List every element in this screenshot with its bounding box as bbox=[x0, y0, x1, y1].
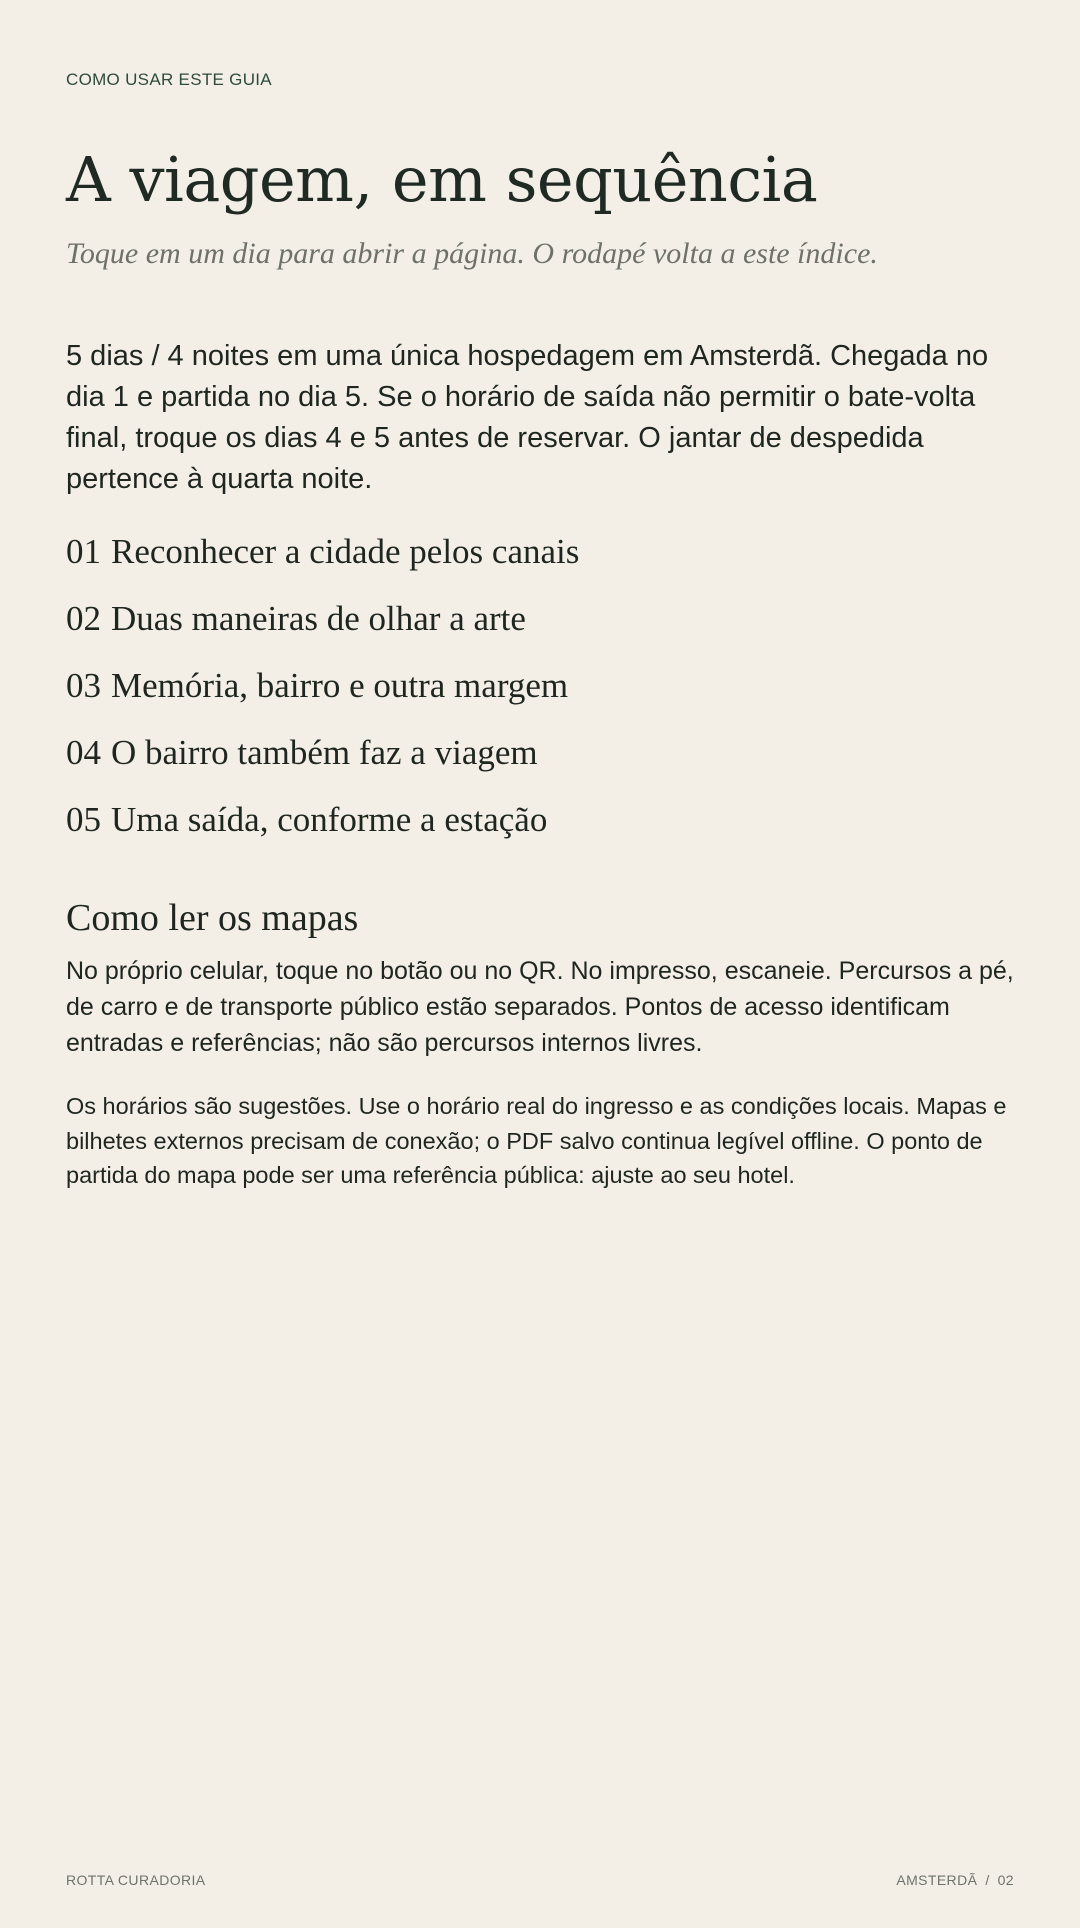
day-link-02[interactable] bbox=[66, 597, 579, 664]
maps-paragraph-1: No próprio celular, toque no botão ou no QR. No impresso, escaneie. Percursos a pé, de carro e de transporte público estão separados. Pontos de acesso identificam entradas e referências; não são percursos internos livres. bbox=[66, 957, 1014, 1057]
day-label: Memória, bairro e outra margem bbox=[111, 666, 569, 705]
maps-section-title: Como ler os mapas bbox=[66, 897, 359, 939]
page-title: A viagem, em sequência bbox=[66, 143, 818, 216]
day-label: Reconhecer a cidade pelos canais bbox=[111, 532, 580, 571]
day-number: 03 bbox=[66, 666, 101, 705]
day-label: O bairro também faz a viagem bbox=[111, 733, 538, 772]
day-link-04[interactable] bbox=[66, 731, 579, 798]
trip-intro: 5 dias / 4 noites em uma única hospedagem em Amsterdã. Chegada no dia 1 e partida no dia 5. Se o horário de saída não permitir o bate-volta final, troque os dias 4 e 5 antes de reservar. O jantar de despedida pertence à quarta noite. bbox=[66, 340, 989, 495]
day-link-05[interactable] bbox=[66, 798, 579, 865]
footer-page-indicator bbox=[896, 1872, 1014, 1888]
page-subtitle: Toque em um dia para abrir a página. O rodapé volta a este índice. bbox=[66, 237, 878, 270]
day-number: 05 bbox=[66, 800, 101, 839]
day-label: Duas maneiras de olhar a arte bbox=[111, 599, 526, 638]
day-label: Uma saída, conforme a estação bbox=[111, 800, 548, 839]
footer-separator: / bbox=[985, 1872, 990, 1888]
day-number: 01 bbox=[66, 532, 101, 571]
day-link-01[interactable] bbox=[66, 530, 579, 597]
footer-city: AMSTERDÃ bbox=[896, 1872, 978, 1888]
day-number: 02 bbox=[66, 599, 101, 638]
day-index bbox=[66, 530, 579, 865]
day-number: 04 bbox=[66, 733, 101, 772]
maps-paragraph-2: Os horários são sugestões. Use o horário real do ingresso e as condições locais. Mapas e bilhetes externos precisam de conexão; o PDF salvo continua legível offline. O ponto de partida do mapa pode ser uma referência pública: ajuste ao seu hotel. bbox=[66, 1093, 1007, 1188]
footer-page-number: 02 bbox=[997, 1872, 1014, 1888]
guide-page bbox=[66, 0, 1014, 1928]
footer-brand: ROTTA CURADORIA bbox=[66, 1872, 206, 1888]
section-eyebrow: COMO USAR ESTE GUIA bbox=[66, 70, 272, 89]
day-link-03[interactable] bbox=[66, 664, 579, 731]
